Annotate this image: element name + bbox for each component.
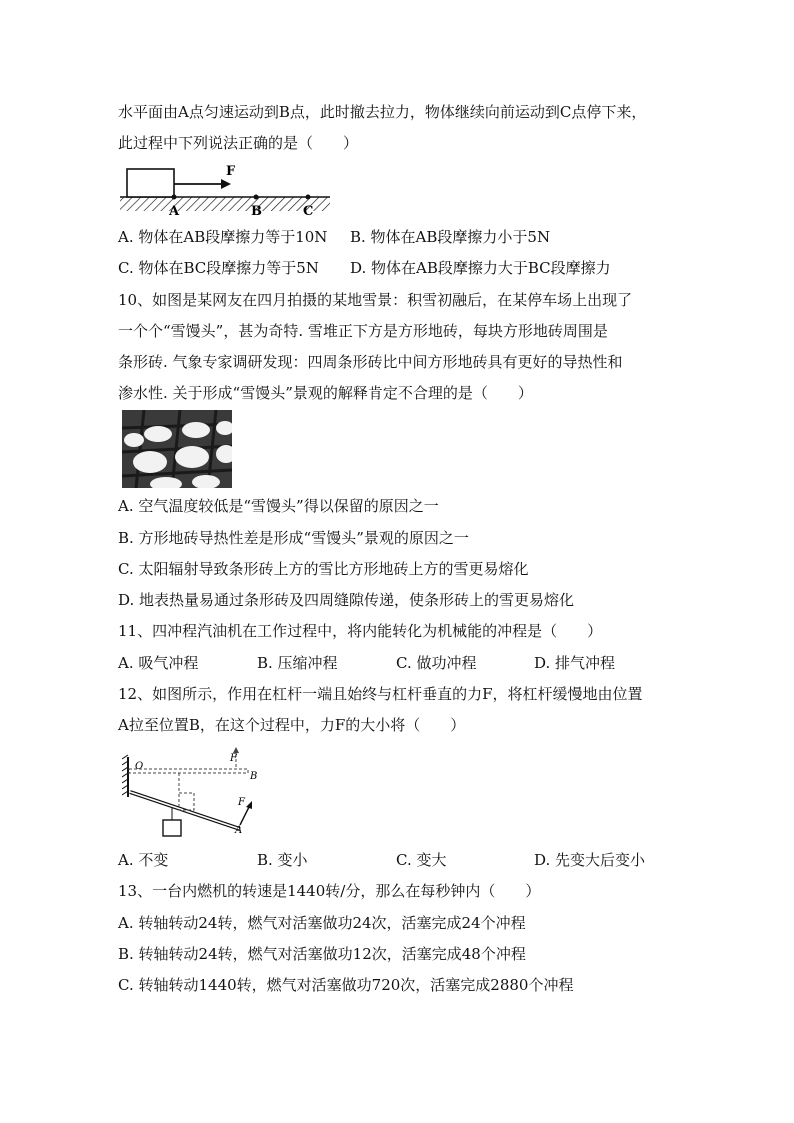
label-a: A [169, 204, 180, 219]
q11-option-a[interactable]: A. 吸气冲程 [118, 654, 199, 672]
point-b [254, 195, 259, 200]
q9-option-b[interactable]: B. 物体在AB段摩擦力小于5N [350, 228, 551, 246]
label-c: C [303, 204, 314, 219]
q12-stem-line-1: 12、如图所示，作用在杠杆一端且始终与杠杆垂直的力F，将杠杆缓慢地由位置 [118, 685, 643, 703]
label-a: A [235, 825, 243, 836]
q10-stem-line-1: 10、如图是某网友在四月拍摄的某地雪景：积雪初融后，在某停车场上出现了 [118, 291, 633, 309]
label-b: B [250, 771, 258, 782]
q11-option-d[interactable]: D. 排气冲程 [534, 654, 616, 672]
force-arrowhead [221, 179, 231, 189]
q9-option-d[interactable]: D. 物体在AB段摩擦力大于BC段摩擦力 [350, 259, 611, 277]
q9-stem-line-1: 水平面由A点匀速运动到B点，此时撤去拉力，物体继续向前运动到C点停下来， [118, 103, 647, 121]
force-f-at-a [240, 805, 250, 825]
lever-position-b [129, 769, 248, 773]
q10-stem-line-2: 一个个“雪馒头”，甚为奇特. 雪堆正下方是方形地砖，每块方形地砖周围是 [118, 322, 608, 340]
q13-option-c[interactable]: C. 转轴转动1440转，燃气对活塞做功720次，活塞完成2880个冲程 [118, 976, 574, 994]
q11-option-b[interactable]: B. 压缩冲程 [257, 654, 338, 672]
q10-option-a[interactable]: A. 空气温度较低是“雪馒头”得以保留的原因之一 [118, 497, 439, 515]
q12-option-d[interactable]: D. 先变大后变小 [534, 851, 646, 869]
label-f-top: F [230, 753, 237, 764]
label-o: O [135, 761, 144, 772]
label-force: F [226, 164, 236, 179]
q12-option-a[interactable]: A. 不变 [118, 851, 169, 869]
point-c [306, 195, 311, 200]
q10-option-b[interactable]: B. 方形地砖导热性差是形成“雪馒头”景观的原因之一 [118, 529, 469, 547]
q9-friction-figure [118, 160, 338, 220]
q9-stem-line-2: 此过程中下列说法正确的是（ ） [118, 134, 359, 152]
q13-stem: 13、一台内燃机的转速是1440转/分，那么在每秒钟内（ ） [118, 882, 541, 900]
q9-options-row-1 [118, 227, 678, 247]
ground-hatch [120, 197, 330, 211]
q13-option-a[interactable]: A. 转轴转动24转，燃气对活塞做功24次，活塞完成24个冲程 [118, 914, 526, 932]
q11-options-row [118, 653, 678, 673]
q11-stem: 11、四冲程汽油机在工作过程中，将内能转化为机械能的冲程是（ ） [118, 622, 603, 640]
q10-option-c[interactable]: C. 太阳辐射导致条形砖上方的雪比方形地砖上方的雪更易熔化 [118, 560, 529, 578]
q9-options-row-2 [118, 258, 678, 278]
q12-option-b[interactable]: B. 变小 [257, 851, 308, 869]
q9-option-a[interactable]: A. 物体在AB段摩擦力等于10N [118, 228, 328, 246]
label-f-bottom: F [238, 797, 245, 808]
point-a [172, 195, 177, 200]
q10-option-d[interactable]: D. 地表热量易通过条形砖及四周缝隙传递，使条形砖上的雪更易熔化 [118, 591, 575, 609]
q12-stem-line-2: A拉至位置B，在这个过程中，力F的大小将（ ） [118, 716, 466, 734]
q9-option-c[interactable]: C. 物体在BC段摩擦力等于5N [118, 259, 319, 277]
block [127, 169, 174, 197]
q12-options-row [118, 850, 678, 870]
q10-stem-line-4: 渗水性. 关于形成“雪馒头”景观的解释肯定不合理的是（ ） [118, 384, 533, 402]
label-b: B [251, 204, 262, 219]
q13-option-b[interactable]: B. 转轴转动24转，燃气对活塞做功12次，活塞完成48个冲程 [118, 945, 526, 963]
q10-stem-line-3: 条形砖. 气象专家调研发现：四周条形砖比中间方形地砖具有更好的导热性和 [118, 353, 623, 371]
q11-option-c[interactable]: C. 做功冲程 [396, 654, 477, 672]
q12-lever-figure [122, 745, 272, 840]
q12-option-c[interactable]: C. 变大 [396, 851, 447, 869]
weight-block [163, 820, 181, 836]
q10-snow-photo [122, 410, 232, 488]
